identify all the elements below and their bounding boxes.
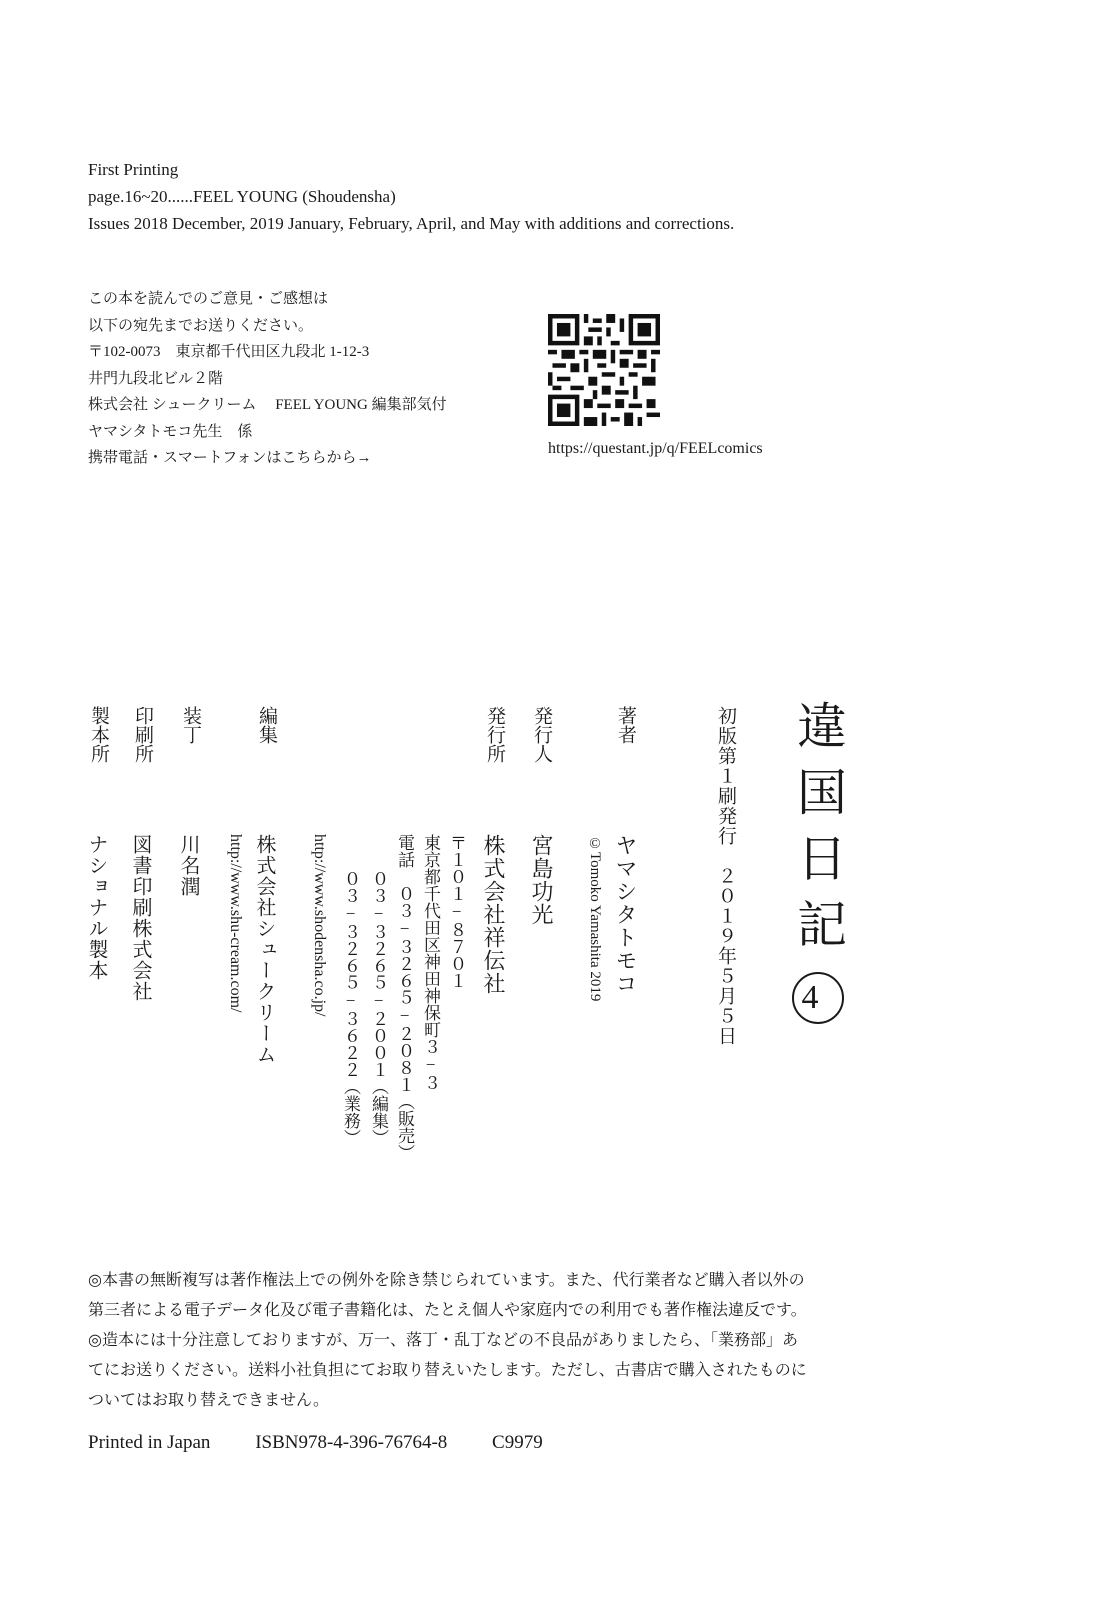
- publisher-label: 発行所: [483, 706, 505, 763]
- contact-line: ヤマシタトモコ先生 係: [88, 423, 253, 440]
- notice-line: 第三者による電子データ化及び電子書籍化は、たとえ個人や家庭内での利用でも著作権法違反です。: [88, 1302, 807, 1319]
- notice-line: ◎本書の無断複写は著作権法上での例外を除き禁じられています。また、代行業者など購入者以外の: [88, 1272, 805, 1289]
- contact-line: 株式会社 シュークリーム FEEL YOUNG 編集部気付: [88, 397, 447, 413]
- editor-label: 編集: [255, 706, 277, 744]
- contact-line: 以下の宛先までお送りください。: [88, 317, 314, 334]
- book-title: 違国日記: [790, 700, 846, 964]
- design-label: 装丁: [179, 706, 201, 744]
- editor-name: 株式会社シュークリーム: [253, 834, 275, 1065]
- colophon: [0, 700, 1100, 1240]
- book-title-group: [792, 700, 844, 1024]
- notice-line: ついてはお取り替えできません。: [88, 1392, 329, 1409]
- publisher-postal-code: 〒１０１−８７０１: [447, 834, 466, 989]
- phone-editorial: ０３−３２６５−２００１（編集）: [369, 870, 388, 1146]
- volume-number: 4: [792, 972, 844, 1024]
- isbn: ISBN978-4-396-76764-8: [255, 1432, 448, 1453]
- copyright-line: ©Tomoko Yamashita 2019: [587, 836, 603, 1002]
- phone-business: ０３−３２６５−３６２２（業務）: [341, 870, 360, 1146]
- printer-name: 図書印刷株式会社: [129, 834, 151, 1002]
- copyright-notice: [88, 1266, 1048, 1416]
- binder-label: 製本所: [87, 706, 109, 763]
- printer-label: 印刷所: [131, 706, 153, 763]
- product-code: C9979: [492, 1432, 543, 1453]
- first-printing-note: [88, 156, 734, 237]
- publisher-person-label: 発行人: [531, 706, 552, 763]
- first-printing-line-2: Issues 2018 December, 2019 January, February, April, and May with additions and corrections.: [88, 214, 735, 233]
- notice-line: てにお送りください。送料小社負担にてお取り替えいたします。ただし、古書店で購入されたものに: [88, 1362, 807, 1379]
- author-name: ヤマシタトモコ: [613, 834, 638, 995]
- survey-url-link[interactable]: https://questant.jp/q/FEELcomics: [548, 440, 763, 457]
- phone-sales: 電話 ０３−３２６５−２０８１（販売）: [395, 834, 414, 1161]
- author-label: 著者: [615, 706, 636, 744]
- publisher-website-link[interactable]: http://www.shodensha.co.jp/: [311, 834, 328, 1017]
- notice-line: ◎造本には十分注意しておりますが、万一、落丁・乱丁などの不良品がありましたら、「業務部」あ: [88, 1332, 798, 1349]
- first-printing-heading: First Printing: [88, 160, 179, 179]
- publisher-name: 株式会社祥伝社: [481, 834, 506, 995]
- edition-line: 初版第１刷発行 ２０１９年５月５日: [715, 706, 736, 1046]
- footer: [88, 1432, 583, 1454]
- reader-contact-block: [88, 286, 447, 472]
- designer-name: 川名潤: [177, 834, 199, 897]
- contact-line: 井門九段北ビル２階: [88, 370, 224, 387]
- contact-line: 〒102-0073 東京都千代田区九段北 1-12-3: [88, 344, 370, 360]
- publisher-address: 東京都千代田区神田神保町３−３: [421, 834, 440, 1091]
- editor-website-link[interactable]: http://www.shu-cream.com/: [227, 834, 244, 1013]
- contact-line: 携帯電話・スマートフォンはこちらから→: [88, 450, 372, 466]
- qr-code-icon[interactable]: [548, 314, 660, 426]
- first-printing-line-1: page.16~20......FEEL YOUNG (Shoudensha): [88, 187, 396, 206]
- binder-name: ナショナル製本: [85, 834, 107, 981]
- publisher-person-name: 宮島功光: [529, 834, 554, 926]
- printed-in-japan: Printed in Japan: [88, 1432, 211, 1453]
- contact-line: この本を読んでのご意見・ご感想は: [88, 291, 329, 307]
